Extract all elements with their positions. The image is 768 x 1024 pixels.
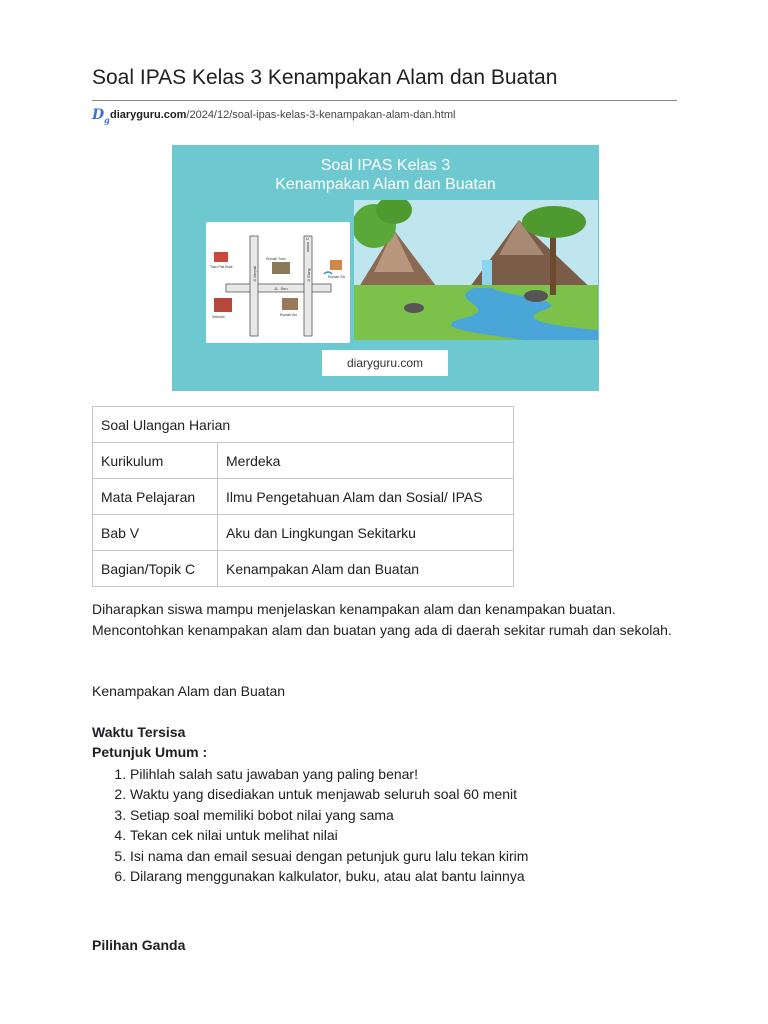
label-north: U <box>306 236 309 241</box>
table-cell-value: Merdeka <box>218 443 514 479</box>
map-illustration <box>206 222 350 343</box>
table-header-row <box>93 407 514 443</box>
page-title: Soal IPAS Kelas 3 Kenampakan Alam dan Buatan <box>92 66 558 89</box>
list-item: 3. Setiap soal memiliki bobot nilai yang sama <box>130 805 528 825</box>
list-item: 6. Dilarang menggunakan kalkulator, buku, atau alat bantu lainnya <box>130 866 528 886</box>
table-cell-label: Bab V <box>93 515 218 551</box>
table-row <box>93 479 514 515</box>
neighborhood-map <box>206 222 350 343</box>
table-cell-value: Ilmu Pengetahuan Alam dan Sosial/ IPAS <box>218 479 514 515</box>
table-cell-label: Bagian/Topik C <box>93 551 218 587</box>
water-icon <box>324 272 332 274</box>
label-jl-elang: Jl. Elang <box>307 268 311 282</box>
tree-trunk <box>550 230 556 295</box>
label-rumah-ani: Rumah Ani <box>280 313 298 317</box>
label-jl-seo: JL. Seo <box>274 286 288 291</box>
instructions-list <box>92 764 528 886</box>
info-table <box>92 406 514 587</box>
rock-icon <box>404 303 424 313</box>
table-row <box>93 443 514 479</box>
toko-building-icon <box>214 252 228 262</box>
label-sekolah: Sekolah <box>212 315 225 319</box>
table-header-cell: Soal Ulangan Harian <box>93 407 514 443</box>
tree-icon <box>522 206 586 238</box>
sekolah-building-icon <box>214 298 232 312</box>
table-row <box>93 515 514 551</box>
table-row <box>93 551 514 587</box>
section-heading: Kenampakan Alam dan Buatan <box>92 683 286 699</box>
hero-title-line-1: Soal IPAS Kelas 3 <box>320 157 451 174</box>
table-cell-value: Aku dan Lingkungan Sekitarku <box>218 515 514 551</box>
title-divider <box>92 100 677 101</box>
rock-icon-2 <box>524 290 548 302</box>
hero-title-line-2: Kenampakan Alam dan Buatan <box>275 176 496 193</box>
label-rumah-tono: Rumah Tono <box>266 257 286 261</box>
rumah-tono-icon <box>272 262 290 274</box>
list-item: 1. Pilihlah salah satu jawaban yang paling benar! <box>130 764 528 784</box>
label-jl-merpati: Jl. Merpati <box>253 265 257 282</box>
rumah-ani-icon <box>282 298 298 310</box>
hero-image <box>172 145 599 391</box>
landscape-illustration <box>354 200 598 340</box>
multiple-choice-heading: Pilihan Ganda <box>92 937 186 953</box>
timer-label: Waktu Tersisa <box>92 724 186 740</box>
source-link[interactable] <box>92 106 455 124</box>
label-rumah-sa: Rumah SA <box>328 275 345 279</box>
source-domain: diaryguru.com <box>110 109 187 121</box>
intro-paragraph: Diharapkan siswa mampu menjelaskan kenampakan alam dan kenampakan buatan. Mencontohkan kenampakan alam dan buatan yang ada di daerah sekitar rumah dan sekolah. <box>92 601 672 638</box>
diaryguru-logo-icon: $D_g$ <box>92 107 110 125</box>
table-cell-label: Kurikulum <box>93 443 218 479</box>
source-path: /2024/12/soal-ipas-kelas-3-kenampakan-alam-dan.html <box>186 109 456 121</box>
rumah-sa-icon <box>330 260 342 270</box>
list-item: 4. Tekan cek nilai untuk melihat nilai <box>130 825 528 845</box>
instructions-heading: Petunjuk Umum : <box>92 744 208 760</box>
list-item: 2. Waktu yang disediakan untuk menjawab seluruh soal 60 menit <box>130 784 528 804</box>
road-jl-merpati <box>250 236 258 336</box>
hero-brand-label: diaryguru.com <box>322 350 448 376</box>
list-item: 5. Isi nama dan email sesuai dengan petunjuk guru lalu tekan kirim <box>130 846 528 866</box>
label-toko: Toko Pak Budi <box>210 265 233 269</box>
table-cell-value: Kenampakan Alam dan Buatan <box>218 551 514 587</box>
table-cell-label: Mata Pelajaran <box>93 479 218 515</box>
